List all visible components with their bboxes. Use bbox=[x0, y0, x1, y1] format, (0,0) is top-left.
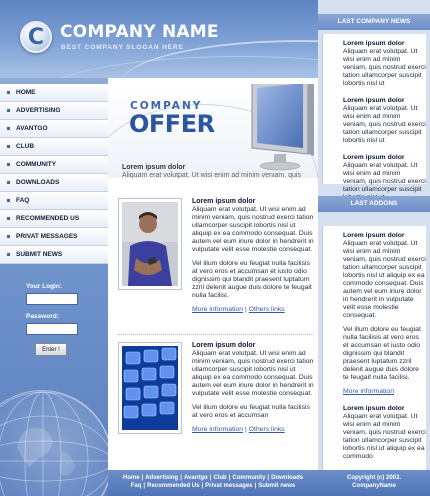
right-sidebar bbox=[318, 0, 430, 496]
footer-link-faq[interactable]: Faq bbox=[130, 483, 142, 489]
nav-label: ADVERTISING bbox=[16, 107, 61, 114]
offer-subtitle: COMPANY bbox=[130, 100, 203, 112]
addon-more-information-link[interactable]: More information bbox=[343, 388, 394, 395]
addon-text: Aliquam erat volutpat. Ut wisi enim ad minim veniam, quis nostrud exerci tation ullamcorper suscipit lobortis nisl ut aliquip ex ea commodo bbox=[343, 413, 426, 460]
others-links-link[interactable]: Others links bbox=[248, 426, 285, 433]
bullet-icon bbox=[7, 199, 10, 202]
others-links-link[interactable]: Others links bbox=[248, 306, 285, 313]
monitor-image bbox=[244, 84, 318, 176]
news-title: Lorem ipsum dolor bbox=[343, 154, 405, 161]
offer-title: OFFER bbox=[129, 110, 215, 138]
last-news-header: LAST COMPANY NEWS bbox=[318, 14, 430, 30]
login-form bbox=[26, 283, 78, 353]
news-text: Aliquam erat volutpat. Ut wisi enim ad minim veniam, quis nostrud exerci tation ullamcorper suscipit lobortis nisl ut bbox=[343, 105, 426, 144]
footer-link-downloads[interactable]: Downloads bbox=[271, 475, 304, 481]
globe-icon bbox=[0, 391, 108, 496]
main-content bbox=[108, 78, 318, 470]
keyboard-photo-icon bbox=[122, 346, 178, 430]
more-information-link[interactable]: More information bbox=[192, 426, 243, 433]
nav-item-home[interactable] bbox=[0, 84, 108, 102]
copyright bbox=[318, 474, 430, 490]
company-name: COMPANY NAME bbox=[60, 22, 219, 42]
nav-item-faq[interactable] bbox=[0, 192, 108, 210]
intro-title: Lorem ipsum dolor bbox=[122, 164, 186, 171]
nav-label: DOWNLOADS bbox=[16, 179, 60, 186]
globe-decoration bbox=[0, 390, 108, 496]
news-item bbox=[343, 97, 426, 145]
addon-title: Lorem ipsum dolor bbox=[343, 405, 405, 412]
nav-label: SUBMIT NEWS bbox=[16, 251, 63, 258]
article-photo-person bbox=[118, 198, 182, 290]
intro-text: Aliquam erat volutpat. Ut wisi enim ad minim veniam, quis bbox=[122, 172, 301, 179]
footer-links-row: Home | Advertising | Avantgo | Club | Community | Downloads bbox=[122, 475, 304, 481]
article-text: Vel illum dolore eu feugiat nulla facilisis at vero eros et accumsan bbox=[192, 404, 310, 419]
company-slogan: BEST COMPANY SLOGAN HERE bbox=[61, 44, 184, 51]
last-news-panel bbox=[322, 34, 426, 193]
addon-title: Lorem ipsum dolor bbox=[343, 232, 405, 239]
news-title: Lorem ipsum dolor bbox=[343, 97, 405, 104]
bullet-icon bbox=[7, 127, 10, 130]
nav-item-club[interactable] bbox=[0, 138, 108, 156]
bullet-icon bbox=[7, 91, 10, 94]
offer-intro bbox=[122, 164, 312, 180]
site-footer bbox=[108, 470, 430, 496]
footer-links bbox=[108, 474, 318, 490]
bullet-icon bbox=[7, 253, 10, 256]
nav-item-privat-messages[interactable] bbox=[0, 228, 108, 246]
footer-link-club[interactable]: Club bbox=[213, 475, 227, 481]
footer-link-community[interactable]: Community bbox=[232, 475, 266, 481]
article-title: Lorem ipsum dolor bbox=[192, 198, 256, 205]
left-sidebar bbox=[0, 78, 108, 496]
copyright-line: CompanyName bbox=[352, 483, 396, 489]
footer-link-recommended-us[interactable]: Recommended Us bbox=[147, 483, 200, 489]
article-photo-keyboard bbox=[118, 342, 182, 434]
nav-item-recommended-us[interactable] bbox=[0, 210, 108, 228]
nav-label: PRIVAT MESSAGES bbox=[16, 233, 78, 240]
person-photo-icon bbox=[122, 202, 178, 286]
news-text: Aliquam erat volutpat. Ut wisi enim ad minim veniam, quis nostrud exerci tation ullamcorper suscipit lobortis nisl ut bbox=[343, 48, 426, 87]
nav-label: CLUB bbox=[16, 143, 35, 150]
login-input[interactable] bbox=[26, 293, 78, 305]
article-text: Aliquam erat volutpat. Ut wisi enim ad minim veniam, quis nostrud exerci tation ullamcorper suscipit lobortis nisl ut aliquip ex ea commodo consequat. Duis autem vel eum iriure dolor in hendrerit in vulputate velit esse molestie consequat. bbox=[192, 206, 314, 253]
link-separator: | bbox=[245, 426, 247, 433]
article-body bbox=[192, 198, 316, 313]
bullet-icon bbox=[7, 217, 10, 220]
footer-link-home[interactable]: Home bbox=[122, 475, 140, 481]
footer-link-advertising[interactable]: Advertising bbox=[145, 475, 179, 481]
logo-letter: C bbox=[27, 25, 45, 50]
nav-item-advertising[interactable] bbox=[0, 102, 108, 120]
article-title: Lorem ipsum dolor bbox=[192, 342, 256, 349]
article-links bbox=[192, 306, 316, 313]
last-addons-panel bbox=[322, 226, 426, 470]
main-nav bbox=[0, 84, 108, 264]
company-logo[interactable] bbox=[20, 21, 52, 53]
bullet-icon bbox=[7, 109, 10, 112]
news-title: Lorem ipsum dolor bbox=[343, 40, 405, 47]
article-links bbox=[192, 426, 316, 433]
addon-text: Aliquam erat volutpat. Ut wisi enim ad minim veniam, quis nostrud exerci tation ullamcorper suscipit lobortis nisl ut aliquip ex ea commodo consequat. Duis autem vel eum iriure dolor in hendrerit in vulputate velit esse molestie consequat. bbox=[343, 240, 426, 319]
bullet-icon bbox=[7, 163, 10, 166]
header-swoosh-decoration bbox=[40, 56, 318, 78]
nav-item-community[interactable] bbox=[0, 156, 108, 174]
news-text: Aliquam erat volutpat. Ut wisi enim ad minim veniam, quis nostrud exerci tation ullamcorper suscipit bbox=[343, 162, 426, 193]
footer-link-submit-news[interactable]: Submit news bbox=[258, 483, 296, 489]
copyright-line: Copyright (c) 2003. bbox=[346, 475, 401, 481]
password-label: Password: bbox=[26, 313, 59, 320]
password-input[interactable] bbox=[26, 323, 78, 335]
link-separator: | bbox=[245, 306, 247, 313]
article-divider bbox=[118, 334, 314, 335]
news-item bbox=[343, 154, 426, 202]
article-text: Vel illum dolore eu feugiat nulla facilisis at vero eros et accumsan et iusto odio dignissim qui blandit praesent luptatum zzril delenit augue duis dolore te feugait nulla facilisi. bbox=[192, 260, 312, 299]
bullet-icon bbox=[7, 181, 10, 184]
nav-item-downloads[interactable] bbox=[0, 174, 108, 192]
news-item bbox=[343, 40, 426, 88]
nav-label: RECOMMENDED US bbox=[16, 215, 80, 222]
nav-label: FAQ bbox=[16, 197, 30, 204]
article-body bbox=[192, 342, 316, 433]
nav-item-avantgo[interactable] bbox=[0, 120, 108, 138]
nav-item-submit-news[interactable] bbox=[0, 246, 108, 264]
bullet-icon bbox=[7, 145, 10, 148]
bullet-icon bbox=[7, 235, 10, 238]
more-information-link[interactable]: More information bbox=[192, 306, 243, 313]
site-header bbox=[0, 0, 318, 78]
login-label: Your Login: bbox=[26, 283, 62, 290]
footer-link-avantgo[interactable]: Avantgo bbox=[183, 475, 208, 481]
footer-link-privat-messages[interactable]: Privat messages bbox=[205, 483, 253, 489]
last-addons-header: LAST ADDONS bbox=[318, 196, 430, 212]
nav-label: COMMUNITY bbox=[16, 161, 57, 168]
addon-text: Vel illum dolore eu feugiat nulla facilisis at vero eros et accumsan et iusto odio dignissim qui blandit praesent luptatum zzril delenit augue duis dolore te feugait nulla facilisi. bbox=[343, 326, 421, 381]
enter-button[interactable]: Enter ! bbox=[35, 343, 67, 356]
nav-label: AVANTGO bbox=[16, 125, 48, 132]
nav-label: HOME bbox=[16, 89, 36, 96]
article-text: Aliquam erat volutpat. Ut wisi enim ad minim veniam, quis nostrud exerci tation ullamcorper suscipit lobortis nisl ut aliquip ex ea commodo consequat. Duis autem vel eum iriure dolor in hendrerit in vulputate velit esse molestie consequat. bbox=[192, 350, 314, 397]
footer-links-row: Faq | Recommended Us | Privat messages | Submit news bbox=[130, 483, 296, 489]
